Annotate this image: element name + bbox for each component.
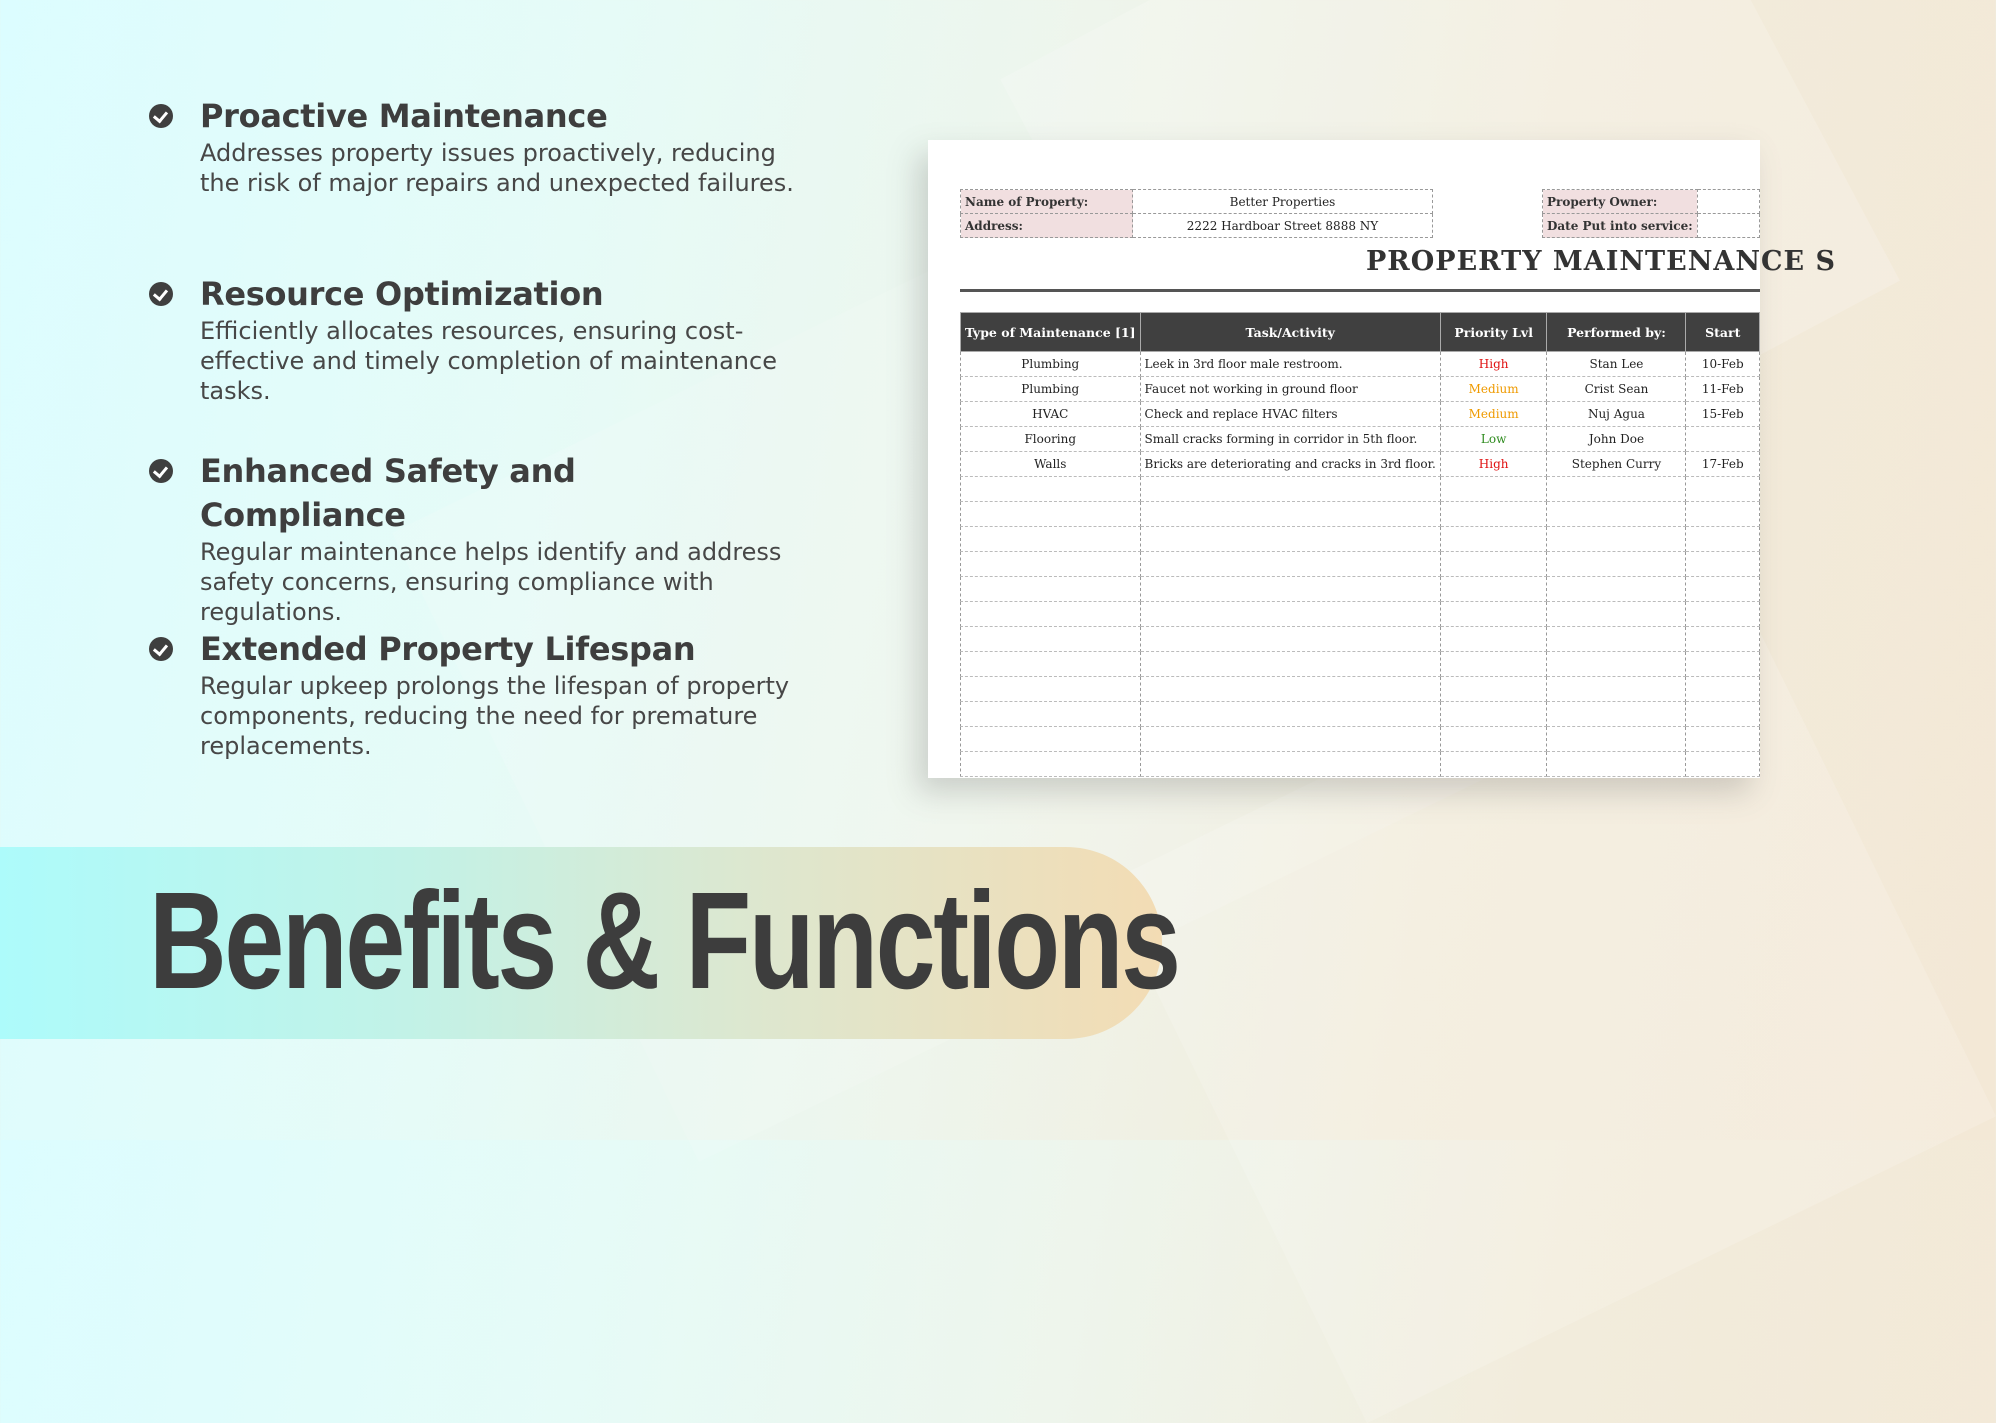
empty-cell	[961, 702, 1141, 727]
empty-cell	[1547, 477, 1686, 502]
empty-cell	[1686, 677, 1760, 702]
info-row	[1543, 214, 1760, 238]
column-header: Task/Activity	[1140, 313, 1440, 352]
benefit-resource-optimization	[149, 272, 789, 406]
empty-cell	[1547, 527, 1686, 552]
info-label: Date Put into service:	[1543, 214, 1698, 238]
priority-cell: Low	[1440, 427, 1547, 452]
empty-table-row	[961, 527, 1760, 552]
empty-cell	[1686, 527, 1760, 552]
empty-table-row	[961, 577, 1760, 602]
benefit-extended-lifespan	[149, 627, 789, 761]
benefit-title: Extended Property Lifespan	[200, 630, 696, 668]
start-date-cell	[1686, 427, 1760, 452]
performer-cell: Nuj Agua	[1547, 402, 1686, 427]
empty-cell	[1140, 552, 1440, 577]
column-header: Type of Maintenance [1]	[961, 313, 1141, 352]
table-row	[961, 427, 1760, 452]
empty-cell	[1140, 577, 1440, 602]
empty-cell	[1440, 602, 1547, 627]
start-date-cell: 11-Feb	[1686, 377, 1760, 402]
info-value: 2222 Hardboar Street 8888 NY	[1133, 214, 1433, 238]
empty-cell	[961, 602, 1141, 627]
performer-cell: Stan Lee	[1547, 352, 1686, 377]
check-circle-icon	[149, 282, 173, 306]
empty-cell	[1440, 577, 1547, 602]
info-value	[1697, 214, 1759, 238]
start-date-cell: 10-Feb	[1686, 352, 1760, 377]
task-cell: Leek in 3rd floor male restroom.	[1140, 352, 1440, 377]
empty-cell	[1686, 552, 1760, 577]
spreadsheet-preview	[928, 140, 1836, 778]
property-info-left	[960, 189, 1433, 238]
empty-table-row	[961, 627, 1760, 652]
empty-cell	[961, 677, 1141, 702]
empty-cell	[1440, 477, 1547, 502]
empty-cell	[1440, 727, 1547, 752]
empty-cell	[1440, 702, 1547, 727]
performer-cell: Stephen Curry	[1547, 452, 1686, 477]
check-circle-icon	[149, 637, 173, 661]
maintenance-type-cell: Plumbing	[961, 352, 1141, 377]
benefit-description: Addresses property issues proactively, reducing the risk of major repairs and unexpected failures.	[200, 139, 794, 197]
empty-cell	[1140, 527, 1440, 552]
task-cell: Faucet not working in ground floor	[1140, 377, 1440, 402]
column-header: Start	[1686, 313, 1760, 352]
task-cell: Check and replace HVAC filters	[1140, 402, 1440, 427]
column-header: Priority Lvl	[1440, 313, 1547, 352]
empty-cell	[1140, 652, 1440, 677]
info-row	[961, 190, 1433, 214]
maintenance-table	[960, 312, 1760, 777]
maintenance-type-cell: Plumbing	[961, 377, 1141, 402]
property-info-right	[1542, 189, 1760, 238]
empty-cell	[1547, 652, 1686, 677]
empty-cell	[1686, 627, 1760, 652]
empty-table-row	[961, 552, 1760, 577]
benefits-banner	[0, 847, 1179, 1039]
info-row	[1543, 190, 1760, 214]
empty-cell	[1140, 627, 1440, 652]
start-date-cell: 17-Feb	[1686, 452, 1760, 477]
empty-cell	[1547, 627, 1686, 652]
info-row	[961, 214, 1433, 238]
empty-cell	[1686, 752, 1760, 777]
priority-cell: Medium	[1440, 402, 1547, 427]
empty-cell	[1440, 627, 1547, 652]
empty-cell	[1547, 577, 1686, 602]
empty-cell	[1140, 677, 1440, 702]
empty-cell	[1547, 702, 1686, 727]
benefit-title: Enhanced Safety and Compliance	[200, 452, 576, 534]
column-header: Performed by:	[1547, 313, 1686, 352]
benefit-title: Resource Optimization	[200, 275, 604, 313]
empty-cell	[961, 752, 1141, 777]
check-circle-icon	[149, 459, 173, 483]
empty-table-row	[961, 602, 1760, 627]
empty-cell	[1686, 702, 1760, 727]
empty-cell	[1547, 602, 1686, 627]
sheet-title-bar	[960, 242, 1836, 292]
table-row	[961, 352, 1760, 377]
empty-table-row	[961, 702, 1760, 727]
empty-cell	[1440, 527, 1547, 552]
empty-cell	[1686, 477, 1760, 502]
start-date-cell: 15-Feb	[1686, 402, 1760, 427]
empty-cell	[1140, 752, 1440, 777]
benefit-title: Proactive Maintenance	[200, 97, 608, 135]
empty-table-row	[961, 752, 1760, 777]
benefit-description: Efficiently allocates resources, ensuring cost-effective and timely completion of maintenance tasks.	[200, 317, 777, 405]
empty-cell	[1547, 727, 1686, 752]
empty-cell	[961, 527, 1141, 552]
empty-cell	[1547, 677, 1686, 702]
priority-cell: Medium	[1440, 377, 1547, 402]
sheet-title: PROPERTY MAINTENANCE S	[1366, 246, 1836, 277]
info-value: Better Properties	[1133, 190, 1433, 214]
maintenance-type-cell: HVAC	[961, 402, 1141, 427]
empty-cell	[1140, 477, 1440, 502]
performer-cell: Crist Sean	[1547, 377, 1686, 402]
info-label: Property Owner:	[1543, 190, 1698, 214]
empty-cell	[1686, 602, 1760, 627]
performer-cell: John Doe	[1547, 427, 1686, 452]
empty-cell	[1547, 502, 1686, 527]
empty-cell	[1140, 727, 1440, 752]
table-body	[961, 352, 1760, 777]
info-value	[1697, 190, 1759, 214]
table-row	[961, 452, 1760, 477]
empty-cell	[1686, 577, 1760, 602]
empty-cell	[961, 652, 1141, 677]
info-label: Name of Property:	[961, 190, 1133, 214]
empty-cell	[961, 727, 1141, 752]
empty-cell	[961, 627, 1141, 652]
priority-cell: High	[1440, 452, 1547, 477]
benefit-description: Regular upkeep prolongs the lifespan of property components, reducing the need for premature replacements.	[200, 672, 790, 760]
table-row	[961, 377, 1760, 402]
empty-cell	[1440, 677, 1547, 702]
empty-cell	[961, 552, 1141, 577]
banner-title: Benefits & Functions	[149, 864, 1179, 1018]
maintenance-type-cell: Flooring	[961, 427, 1141, 452]
empty-cell	[1686, 502, 1760, 527]
empty-cell	[1686, 652, 1760, 677]
empty-cell	[961, 577, 1141, 602]
benefit-proactive-maintenance	[149, 94, 794, 198]
empty-cell	[1140, 602, 1440, 627]
empty-cell	[1440, 552, 1547, 577]
empty-cell	[1547, 752, 1686, 777]
empty-table-row	[961, 652, 1760, 677]
maintenance-type-cell: Walls	[961, 452, 1141, 477]
benefit-safety-compliance	[149, 449, 789, 627]
empty-cell	[1440, 752, 1547, 777]
task-cell: Small cracks forming in corridor in 5th floor.	[1140, 427, 1440, 452]
empty-table-row	[961, 477, 1760, 502]
empty-cell	[1140, 702, 1440, 727]
empty-cell	[1547, 552, 1686, 577]
empty-cell	[1686, 727, 1760, 752]
task-cell: Bricks are deteriorating and cracks in 3rd floor.	[1140, 452, 1440, 477]
empty-cell	[1140, 502, 1440, 527]
empty-table-row	[961, 727, 1760, 752]
empty-cell	[1440, 502, 1547, 527]
empty-table-row	[961, 502, 1760, 527]
empty-cell	[1440, 652, 1547, 677]
benefit-description: Regular maintenance helps identify and address safety concerns, ensuring compliance with regulations.	[200, 538, 782, 626]
priority-cell: High	[1440, 352, 1547, 377]
table-header-row	[961, 313, 1760, 352]
table-row	[961, 402, 1760, 427]
empty-cell	[961, 477, 1141, 502]
check-circle-icon	[149, 104, 173, 128]
info-label: Address:	[961, 214, 1133, 238]
empty-table-row	[961, 677, 1760, 702]
empty-cell	[961, 502, 1141, 527]
